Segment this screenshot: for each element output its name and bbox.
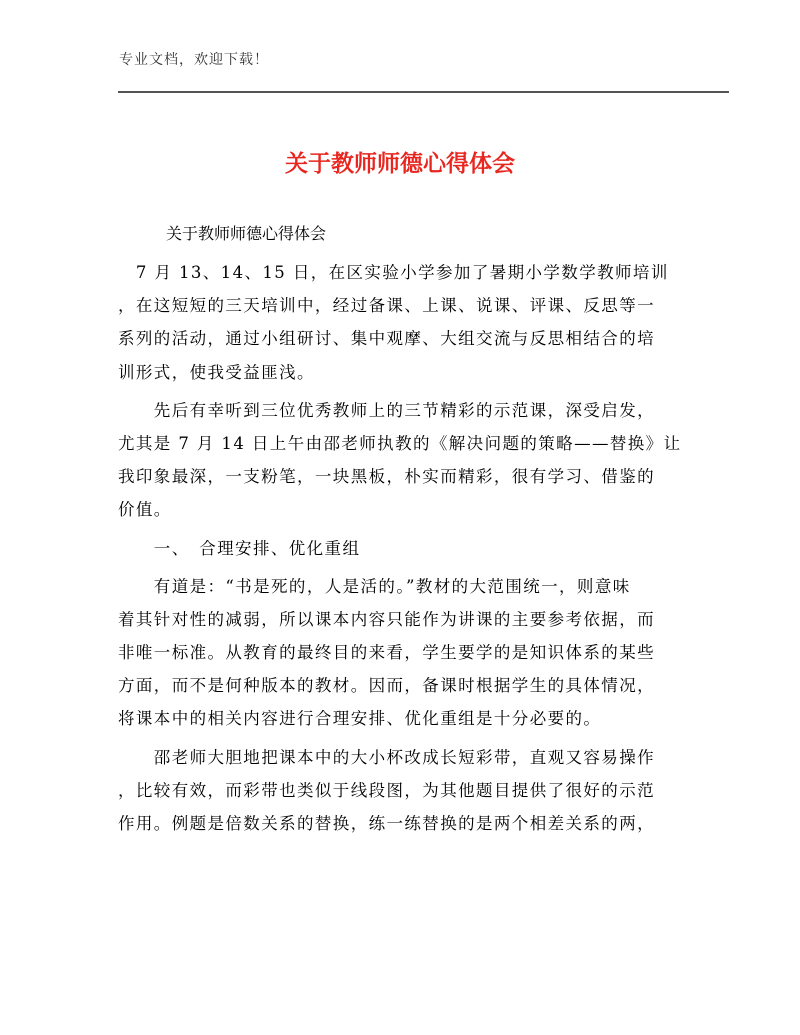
document-body <box>118 256 692 840</box>
paragraph-line: 价值。 <box>118 500 172 520</box>
paragraph-line: 方面，而不是何种版本的教材。因而，备课时根据学生的具体情况， <box>118 676 655 696</box>
paragraph-line: ，比较有效，而彩带也类似于线段图，为其他题目提供了很好的示范 <box>118 780 655 800</box>
paragraph-line: 邵老师大胆地把课本中的大小杯改成长短彩带，直观又容易操作 <box>118 747 655 767</box>
document-title: 关于教师师德心得体会 <box>285 151 515 177</box>
section-heading: 一、 合理安排、优化重组 <box>118 538 361 558</box>
paragraph-line: 将课本中的相关内容进行合理安排、优化重组是十分必要的。 <box>118 709 602 729</box>
paragraph-line: 系列的活动，通过小组研讨、集中观摩、大组交流与反思相结合的培 <box>118 329 655 349</box>
paragraph-line: 训形式，使我受益匪浅。 <box>118 362 315 382</box>
header-text: 专业文档，欢迎下载！ <box>119 52 269 68</box>
paragraph-line: 着其针对性的减弱，所以课本内容只能作为讲课的主要参考依据，而 <box>118 609 655 629</box>
document-subtitle: 关于教师师德心得体会 <box>166 224 327 243</box>
header-divider <box>118 91 729 93</box>
paragraph-line: 尤其是 7 月 14 日上午由邵老师执教的《解决问题的策略——替换》让 <box>118 433 682 453</box>
paragraph-line: 7 月 13、14、15 日，在区实验小学参加了暑期小学数学教师培训 <box>118 263 669 282</box>
paragraph-line: 先后有幸听到三位优秀教师上的三节精彩的示范课，深受启发， <box>118 400 655 420</box>
paragraph-line: ，在这短短的三天培训中，经过备课、上课、说课、评课、反思等一 <box>118 296 655 316</box>
paragraph-line: 作用。例题是倍数关系的替换，练一练替换的是两个相差关系的两， <box>118 814 655 833</box>
paragraph-line: 我印象最深，一支粉笔，一块黑板，朴实而精彩，很有学习、借鉴的 <box>118 467 655 487</box>
paragraph-line: 有道是：“书是死的，人是活的。”教材的大范围统一，则意味 <box>118 576 631 596</box>
paragraph-line: 非唯一标准。从教育的最终目的来看，学生要学的是知识体系的某些 <box>118 643 655 663</box>
